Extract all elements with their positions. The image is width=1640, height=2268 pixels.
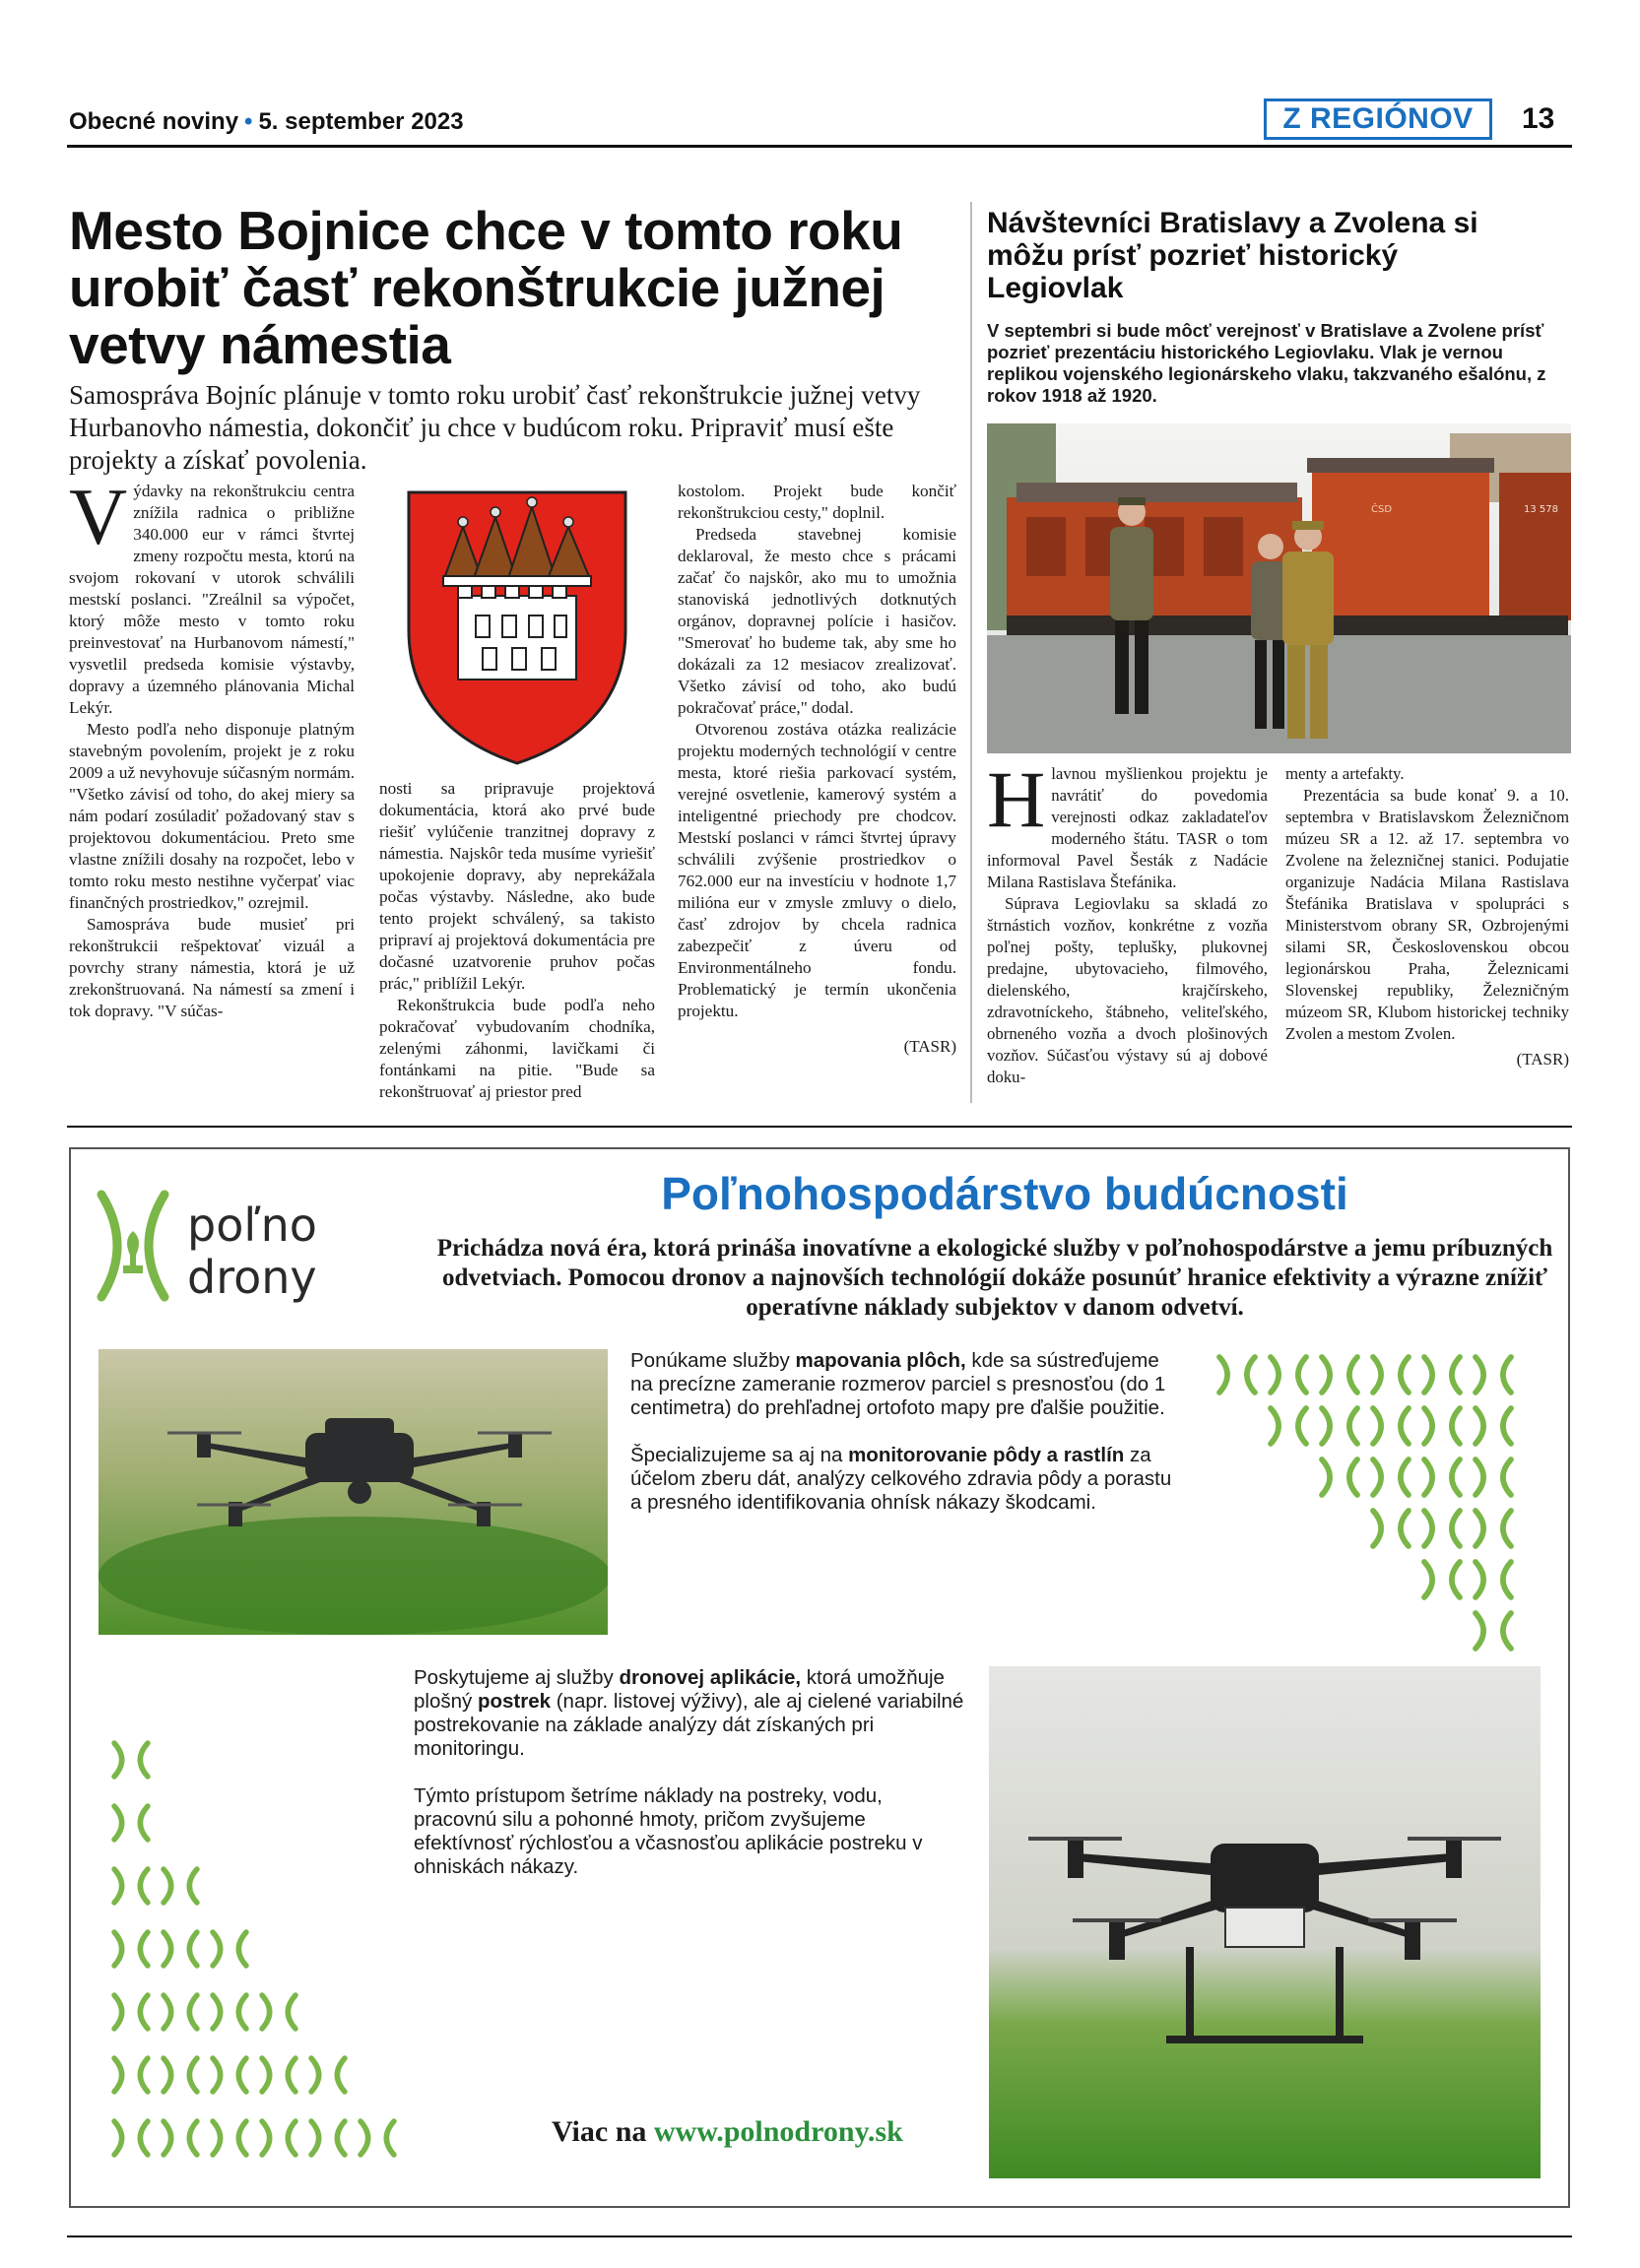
- article1-paragraph: Otvorenou zostáva otázka realizácie projektu moderných technológií v centre mesta, ktoré riešia parkovací systém, verejné osvetlenie, kamerový systém a inteligentné priechody pre chodcov. Mestskí poslanci v rámci štvrtej úpravy schválili zvýšenie prostriedkov o 762.000 eur na investíciu v hodnote 1,7 milióna eur v zmysle zmluvy o dielo, časť zdrojov by chcela radnica zabezpečiť z úveru od Environmentálneho fondu. Problematický je termín ukončenia projektu.: [678, 720, 956, 1020]
- article2-credit: (TASR): [1516, 1050, 1569, 1069]
- brand-motif-icon: [213, 2058, 246, 2092]
- article2-dropcap: H: [987, 754, 1046, 844]
- legiovlak-photo: [987, 423, 1571, 753]
- brand-motif-icon: [262, 2058, 295, 2092]
- article2-paragraph: menty a artefakty.: [1285, 764, 1405, 783]
- brand-motif-icon: [114, 1869, 148, 1903]
- article1-paragraph: Rekonštrukcia bude podľa neho pokračovať vybudovaním chodníka, zelenými záhonmi, lavičkami či fontánkami na pitie. "Bude sa rekonštruovať aj priestor pred: [379, 996, 655, 1101]
- brand-motif-icon: [1322, 1408, 1357, 1444]
- brand-motif-icon: [164, 1995, 197, 2029]
- article1-credit: (TASR): [903, 1037, 956, 1056]
- brand-motif-icon: [164, 2058, 197, 2092]
- brand-motif-icon: [1424, 1562, 1460, 1597]
- website-link[interactable]: www.polnodrony.sk: [653, 2115, 903, 2148]
- brand-motif-icon: [114, 2121, 148, 2155]
- brand-motif-icon: [1271, 1357, 1306, 1393]
- brand-motif-icon: [262, 1995, 295, 2029]
- brand-motif-icon: [1424, 1459, 1460, 1495]
- brand-motif-icon: [164, 1869, 197, 1903]
- svg-text:ČSD: ČSD: [1371, 504, 1393, 515]
- brand-motif-icon: [1424, 1511, 1460, 1546]
- logo-word-1: poľno: [187, 1199, 317, 1252]
- brand-motif-icon: [1322, 1357, 1357, 1393]
- brand-motif-icon: [213, 1995, 246, 2029]
- brand-motif-icon: [1424, 1357, 1460, 1393]
- publication-name: Obecné noviny: [69, 108, 239, 135]
- logo-word-2: drony: [187, 1251, 317, 1304]
- wagon-marking: 13 578: [1524, 504, 1558, 515]
- brand-motif-icon: [1322, 1459, 1357, 1495]
- article1-lead: Samospráva Bojníc plánuje v tomto roku urobiť časť rekonštrukcie južnej vetvy Hurbanovho námestia, dokončiť ju chce v budúcom roku. Pripraviť musí ešte projekty a získať povolenia.: [69, 380, 921, 475]
- brand-motif-icon: [114, 1932, 148, 1966]
- section-rule: [67, 1126, 1572, 1128]
- highlight-mapping: mapovania plôch,: [795, 1349, 966, 1372]
- header-separator: •: [244, 108, 253, 135]
- ad-intro: Prichádza nová éra, ktorá prináša inovatívne a ekologické služby v poľnohospodárstve a jemu príbuzných odvetviach. Pomocou dronov a najnovších technológií dokáže posunúť hranice efektivity a výrazne znížiť operatívne náklady subjektov v danom odvetví.: [436, 1235, 1553, 1321]
- article2-paragraph: Súprava Legiovlaku sa skladá zo štrnástich vozňov, konkrétne z vozňa poľnej pošty, teplušky, plukovnej predajne, ubytovacieho, filmového, dielenského, krajčírskeho, zdravotníckeho, štábneho, veliteľského, obrneného vozňa a dvoch plošinových vozňov. Súčasťou výstavy sú aj dobové doku-: [987, 894, 1268, 1086]
- article2-lead: V septembri si bude môcť verejnosť v Bratislave a Zvolene prísť pozrieť prezentáciu historického Legiovlaku. Vlak je vernou replikou vojenského legionárskeho vlaku, takzvaného ešalónu, z rokov 1918 až 1920.: [987, 320, 1546, 406]
- article2-column-1: [987, 754, 1268, 1088]
- article2-paragraph: Prezentácia sa bude konať 9. a 10. septembra v Bratislavskom Železničnom múzeu SR a 12. až 17. septembra vo Zvolene na železničnej stanici. Podujatie organizuje Nadácia Milana Rastislava Štefánika Bratislava v spolupráci s Ministerstvom obrany SR, Ozbrojenými silami SR, Československou obcou legionárskou Praha, Železnicami Slovenskej republiky, Železničným múzeom SR, Klubom historickej techniky Zvolen a mestom Zvolen.: [1285, 786, 1569, 1043]
- article2-paragraph: lavnou myšlienkou projektu je navrátiť do povedomia verejnosti odkaz zakladateľov moderného štátu. TASR o tom informoval Pavel Šesták z Nadácie Milana Rastislava Štefánika.: [987, 764, 1268, 891]
- brand-motif-icon: [361, 2121, 394, 2155]
- mapping-drone-photo: [98, 1349, 608, 1635]
- article1-column-1: [69, 472, 355, 1022]
- article1-column-3: [678, 481, 956, 1058]
- highlight-spraying: postrek: [477, 1690, 552, 1713]
- ad-text-paragraph: Týmto prístupom šetríme náklady na postreky, vodu, pracovnú silu a pohonné hmoty, pričom zvyšujeme efektívnosť rýchlosťou a včasnosťou aplikácie postreku v ohniskách nákazy.: [414, 1784, 923, 1878]
- brand-motif-icon: [114, 1743, 148, 1777]
- brand-motif-icon: [1373, 1408, 1409, 1444]
- article1-paragraph: kostolom. Projekt bude končiť rekonštrukciou cesty," doplnil.: [678, 482, 956, 522]
- brand-motif-icon: [213, 1932, 246, 1966]
- article1-paragraph: Mesto podľa neho disponuje platným stavebným povolením, projekt je z roku 2009 a už nevyhovuje súčasným normám. "Všetko závisí od toho, do akej miery sa nám podarí zosúladiť požadovaný stav s projektovou dokumentáciou. Preto sme vlastne znížili dosahy na rozpočet, lebo v tomto roku mesto nestihne vyčerpať viac finančných prostriedkov," ozrejmil.: [69, 720, 355, 912]
- brand-motif-icon: [262, 2121, 295, 2155]
- ad-text-block-2: Poskytujeme aj služby dronovej aplikácie, ktorá umožňuje plošný postrek (napr. listovej výživy), ale aj cielené variabilné postrekovanie na základe analýzy dát získaných pri monitoringu. Týmto prístupom šetríme náklady na postreky, vodu, pracovnú silu a pohonné hmoty, pričom zvyšujeme efektívnosť rýchlosťou a včasnosťou aplikácie postreku v ohniskách nákazy.: [414, 1666, 964, 1878]
- brand-motif-icon: [1476, 1357, 1511, 1393]
- ad-text-block-1: Ponúkame služby mapovania plôch, kde sa sústreďujeme na precízne zameranie rozmerov parciel s presnosťou (do 1 centimetra) do prehľadnej ortofoto mapy pre ďalšie použitie. Špecializujeme sa aj na monitorovanie pôdy a rastlín za účelom zberu dát, analýzy celkového zdravia pôdy a porastu a presného identifikovania ohnísk nákazy škodcami.: [630, 1349, 1172, 1514]
- brand-motif-icon: [164, 2121, 197, 2155]
- brand-motif-icon: [1476, 1408, 1511, 1444]
- brand-motif-icon: [1373, 1357, 1409, 1393]
- bojnice-coat-of-arms-image: [389, 483, 645, 768]
- article1-column-2: [379, 778, 655, 1103]
- highlight-application: dronovej aplikácie,: [619, 1666, 802, 1689]
- brand-motif-icon: [114, 1806, 148, 1840]
- header-rule: [67, 145, 1572, 148]
- brand-motif-icon: [1476, 1511, 1511, 1546]
- page-bottom-rule: [67, 2236, 1572, 2237]
- header-publication-line: [69, 108, 464, 136]
- section-label: Z REGIÓNOV: [1264, 98, 1492, 140]
- article2-column-2: [1285, 763, 1569, 1070]
- article2-headline: Návštevníci Bratislavy a Zvolena si môžu prísť pozrieť historický Legiovlak: [987, 207, 1478, 304]
- brand-motif-icon: [1476, 1613, 1511, 1649]
- column-divider: [970, 202, 972, 1103]
- article1-paragraph: Predseda stavebnej komisie deklaroval, že mesto chce s prácami začať čo najskôr, ako mu to umožnia stanoviská jednotlivých dotknutých orgánov, dopravnej polície i hasičov. "Smerovať ho budeme tak, aby sme ho dokázali za 12 mesiacov zrealizovať. Všetko závisí od toho, ako budú pokračovať práce," dodal.: [678, 525, 956, 717]
- brand-motif-icon: [1271, 1408, 1306, 1444]
- brand-motif-icon: [1476, 1562, 1511, 1597]
- brand-motif-icon: [1219, 1357, 1255, 1393]
- article1-dropcap: V: [69, 472, 128, 561]
- brand-motif-icon: [164, 1932, 197, 1966]
- brand-motif-icon: [213, 2121, 246, 2155]
- brand-motif-icon: [114, 2058, 148, 2092]
- brand-motif-icon: [1373, 1459, 1409, 1495]
- brand-pattern-decoration: [108, 1733, 414, 2186]
- brand-motif-icon: [114, 1995, 148, 2029]
- brand-motif-icon: [1373, 1511, 1409, 1546]
- article1-paragraph: Samospráva bude musieť pri rekonštrukcii rešpektovať vizuál a povrchy strany námestia, ktorá je už zrekonštruovaná. Na námestí sa zmení i tok dopravy. "V súčas-: [69, 915, 355, 1020]
- highlight-monitoring: monitorovanie pôdy a rastlín: [848, 1444, 1125, 1466]
- article1-paragraph: nosti sa pripravuje projektová dokumentácia, ktorá ako prvé bude riešiť vylúčenie tranzitnej dopravy z námestia. Najskôr teda musíme vyriešiť upokojenie dopravy, aby neprekážala počas výstavby. Následne, ako bude tento projekt schválený, sa takisto pripraví aj projektová dokumentácia pre dočasné uzatvorenie pruhov počas prác," priblížil Lekýr.: [379, 779, 655, 993]
- page-number: 13: [1522, 102, 1555, 135]
- brand-motif-icon: [311, 2058, 345, 2092]
- spraying-drone-photo: [989, 1666, 1541, 2178]
- article1-paragraph: ýdavky na rekonštrukciu centra znížila radnica o približne 340.000 eur v rámci štvrtej zmeny rozpočtu mesta, ktorú na svojom rokovaní v utorok schválili mestskí poslanci. "Zreálnil sa výpočet, ktorý môže mesto v tomto roku preinvestovať na Hurbanovom námestí," vysvetlil predseda komisie výstavby, dopravy a územného plánovania Michal Lekýr.: [69, 482, 355, 717]
- brand-motif-icon: [1476, 1459, 1511, 1495]
- issue-date: 5. september 2023: [258, 108, 464, 135]
- ad-headline: Poľnohospodárstvo budúcnosti: [661, 1168, 1348, 1219]
- brand-motif-icon: [1424, 1408, 1460, 1444]
- ad-website-line: Viac na www.polnodrony.sk: [552, 2115, 903, 2148]
- brand-motif-icon: [311, 2121, 345, 2155]
- article1-headline: Mesto Bojnice chce v tomto roku urobiť časť rekonštrukcie južnej vetvy námestia: [69, 200, 903, 375]
- polnodrony-logo: [94, 1187, 389, 1305]
- brand-pattern-decoration: [1212, 1349, 1537, 1664]
